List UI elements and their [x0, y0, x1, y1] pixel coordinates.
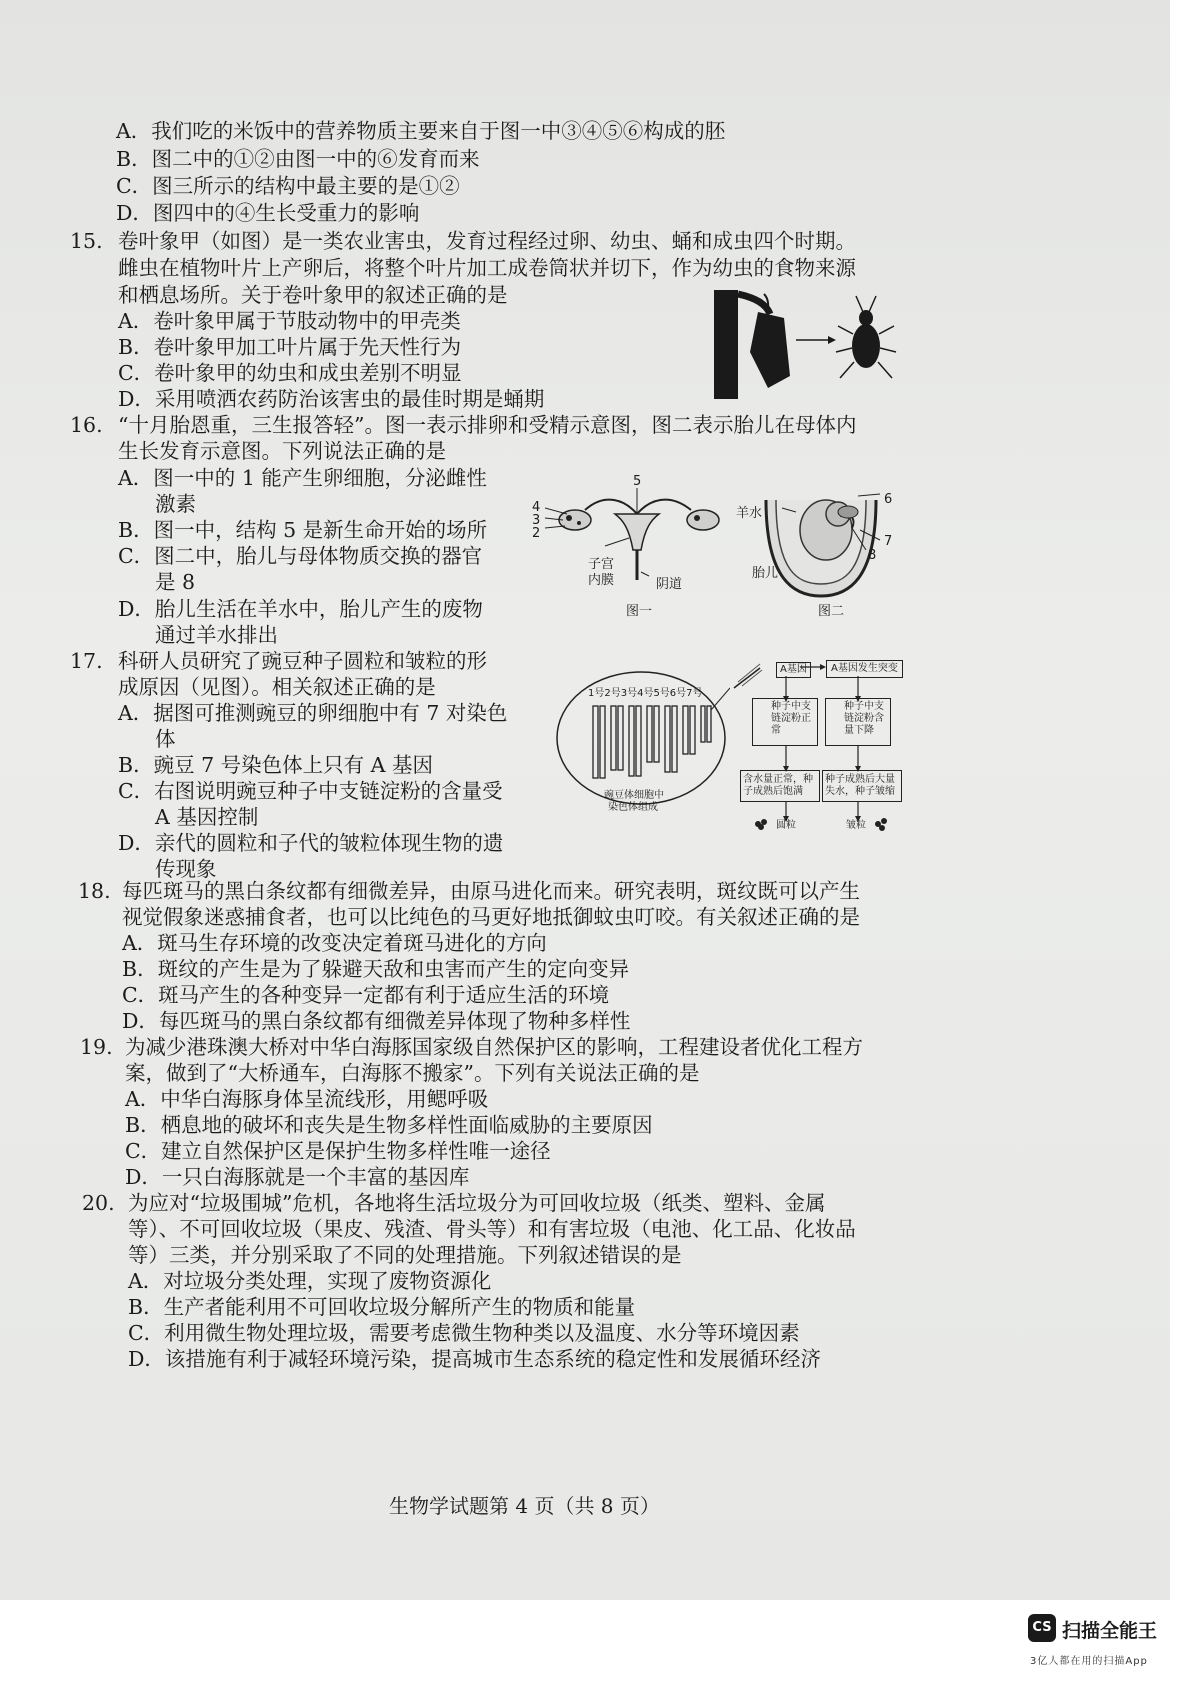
q16-option-a-cont: 激素 — [155, 492, 196, 516]
scanner-tagline: 3亿人都在用的扫描App — [1030, 1656, 1148, 1667]
normal-amylopectin-box: 种子中支 链淀粉正 常 — [752, 698, 818, 746]
q18-option-b: B．斑纹的产生是为了躲避天敌和虫害而产生的定向变异 — [122, 957, 630, 981]
q16-stem-line: 生长发育示意图。下列说法正确的是 — [118, 439, 446, 463]
fig2-label-6: 6 — [884, 492, 893, 507]
q15-stem-line: 卷叶象甲（如图）是一类农业害虫，发育过程经过卵、幼虫、蛹和成虫四个时期。 — [118, 229, 856, 253]
fig2-label-fetus: 胎儿 — [752, 566, 779, 581]
q17-stem-line: 成原因（见图）。相关叙述正确的是 — [118, 675, 436, 699]
q15-option-d: D．采用喷洒农药防治该害虫的最佳时期是蛹期 — [118, 387, 545, 411]
page-footer: 生物学试题第 4 页（共 8 页） — [389, 1494, 660, 1518]
q15-number: 15. — [70, 229, 103, 253]
q20-stem-line: 等）三类，并分别采取了不同的处理措施。下列叙述错误的是 — [128, 1243, 682, 1267]
chromosome-number-labels: 1号2号3号4号5号6号7号 — [588, 688, 703, 699]
q20-option-b: B．生产者能利用不可回收垃圾分解所产生的物质和能量 — [128, 1295, 636, 1319]
q16-option-a: A．图一中的 1 能产生卵细胞，分泌雌性 — [118, 466, 487, 490]
q14-option-a: A．我们吃的米饭中的营养物质主要来自于图一中③④⑤⑥构成的胚 — [116, 119, 726, 143]
q16-option-d-cont: 通过羊水排出 — [155, 623, 278, 647]
q14-option-b: B．图二中的①②由图一中的⑥发育而来 — [116, 147, 480, 171]
normal-seed-box: 含水量正常，种 子成熟后饱满 — [740, 770, 820, 802]
round-seed-label: 圆粒 — [776, 820, 796, 831]
q16-stem-line: “十月胎恩重，三生报答轻”。图一表示排卵和受精示意图，图二表示胎儿在母体内 — [118, 413, 857, 437]
wrinkled-seed-label: 皱粒 — [846, 820, 866, 831]
q19-stem-line: 案，做到了“大桥通车，白海豚不搬家”。下列有关说法正确的是 — [125, 1061, 700, 1085]
q19-stem-line: 为减少港珠澳大桥对中华白海豚国家级自然保护区的影响，工程建设者优化工程方 — [125, 1035, 863, 1059]
q19-number: 19. — [80, 1035, 113, 1059]
scanner-watermark — [1028, 1612, 1178, 1676]
fig2-label-amniotic-fluid: 羊水 — [736, 506, 763, 521]
q15-option-a: A．卷叶象甲属于节肢动物中的甲壳类 — [118, 309, 461, 333]
q17-option-c-cont: A 基因控制 — [155, 805, 259, 829]
fig1-label-uterus: 子宫 — [588, 557, 615, 572]
fig1-caption: 图一 — [626, 604, 653, 619]
wrinkled-seed-box: 种子成熟后大量 失水，种子皱缩 — [822, 770, 902, 802]
weevil-figure — [708, 284, 908, 404]
reduced-amylopectin-box: 种子中支 链淀粉含 量下降 — [825, 698, 891, 746]
q17-stem-line: 科研人员研究了豌豆种子圆粒和皱粒的形 — [118, 649, 487, 673]
q18-option-a: A．斑马生存环境的改变决定着斑马进化的方向 — [122, 931, 547, 955]
q19-option-b: B．栖息地的破坏和丧失是生物多样性面临威胁的主要原因 — [125, 1113, 653, 1137]
fig1-label-2: 2 — [532, 526, 541, 541]
q18-option-c: C．斑马产生的各种变异一定都有利于适应生活的环境 — [122, 983, 610, 1007]
fig1-label-4: 4 — [532, 500, 541, 515]
q16-option-b: B．图一中，结构 5 是新生命开始的场所 — [118, 518, 488, 542]
fig1-label-endometrium: 内膜 — [588, 573, 615, 588]
q17-option-d: D．亲代的圆粒和子代的皱粒体现生物的遗 — [118, 831, 504, 855]
q15-stem-line: 和栖息场所。关于卷叶象甲的叙述正确的是 — [118, 283, 508, 307]
q20-number: 20. — [82, 1191, 115, 1215]
q15-stem-line: 雌虫在植物叶片上产卵后，将整个叶片加工成卷筒状并切下，作为幼虫的食物来源 — [118, 256, 856, 280]
q20-stem-line: 为应对“垃圾围城”危机，各地将生活垃圾分为可回收垃圾（纸类、塑料、金属 — [128, 1191, 826, 1215]
q17-option-a: A．据图可推测豌豆的卵细胞中有 7 对染色 — [118, 701, 508, 725]
q16-option-d: D．胎儿生活在羊水中，胎儿产生的废物 — [118, 597, 483, 621]
q20-option-a: A．对垃圾分类处理，实现了废物资源化 — [128, 1269, 492, 1293]
q17-option-a-cont: 体 — [155, 727, 176, 751]
q20-stem-line: 等）、不可回收垃圾（果皮、残渣、骨头等）和有害垃圾（电池、化工品、化妆品 — [128, 1217, 856, 1241]
q16-number: 16. — [70, 413, 103, 437]
gene-mutation-box: A基因发生突变 — [826, 660, 903, 678]
cell-caption-line2: 染色体组成 — [608, 802, 658, 813]
fig2-label-7: 7 — [884, 534, 893, 549]
fig2-caption: 图二 — [818, 604, 845, 619]
gene-a-box: A基因 — [776, 662, 811, 678]
cell-caption-line1: 豌豆体细胞中 — [604, 790, 664, 801]
q19-option-d: D．一只白海豚就是一个丰富的基因库 — [125, 1165, 470, 1189]
scanner-app-name: 扫描全能王 — [1062, 1620, 1158, 1642]
q18-number: 18. — [78, 879, 111, 903]
q18-stem-line: 每匹斑马的黑白条纹都有细微差异，由原马进化而来。研究表明，斑纹既可以产生 — [122, 879, 860, 903]
scanner-logo-icon: CS — [1028, 1614, 1056, 1642]
q20-option-d: D．该措施有利于减轻环境污染，提高城市生态系统的稳定性和发展循环经济 — [128, 1347, 821, 1371]
q18-option-d: D．每匹斑马的黑白条纹都有细微差异体现了物种多样性 — [122, 1009, 631, 1033]
q17-option-d-cont: 传现象 — [155, 857, 217, 881]
q15-option-c: C．卷叶象甲的幼虫和成虫差别不明显 — [118, 361, 462, 385]
q17-option-c: C．右图说明豌豆种子中支链淀粉的含量受 — [118, 779, 503, 803]
fig1-label-3: 3 — [532, 513, 541, 528]
reproductive-system-figure — [545, 480, 735, 590]
q19-option-c: C．建立自然保护区是保护生物多样性唯一途径 — [125, 1139, 551, 1163]
fig1-label-5: 5 — [633, 474, 642, 489]
q18-stem-line: 视觉假象迷惑捕食者，也可以比纯色的马更好地抵御蚊虫叮咬。有关叙述正确的是 — [122, 905, 860, 929]
q14-option-c: C．图三所示的结构中最主要的是①② — [116, 174, 460, 198]
q16-option-c: C．图二中，胎儿与母体物质交换的器官 — [118, 544, 483, 568]
q17-option-b: B．豌豆 7 号染色体上只有 A 基因 — [118, 753, 433, 777]
q17-number: 17. — [70, 649, 103, 673]
q19-option-a: A．中华白海豚身体呈流线形，用鳃呼吸 — [125, 1087, 489, 1111]
fig2-label-8: 8 — [868, 548, 877, 563]
q20-option-c: C．利用微生物处理垃圾，需要考虑微生物种类以及温度、水分等环境因素 — [128, 1321, 800, 1345]
fig1-label-vagina: 阴道 — [656, 577, 683, 592]
q15-option-b: B．卷叶象甲加工叶片属于先天性行为 — [118, 335, 462, 359]
q14-option-d: D．图四中的④生长受重力的影响 — [116, 201, 420, 225]
q16-option-c-cont: 是 8 — [155, 570, 196, 594]
